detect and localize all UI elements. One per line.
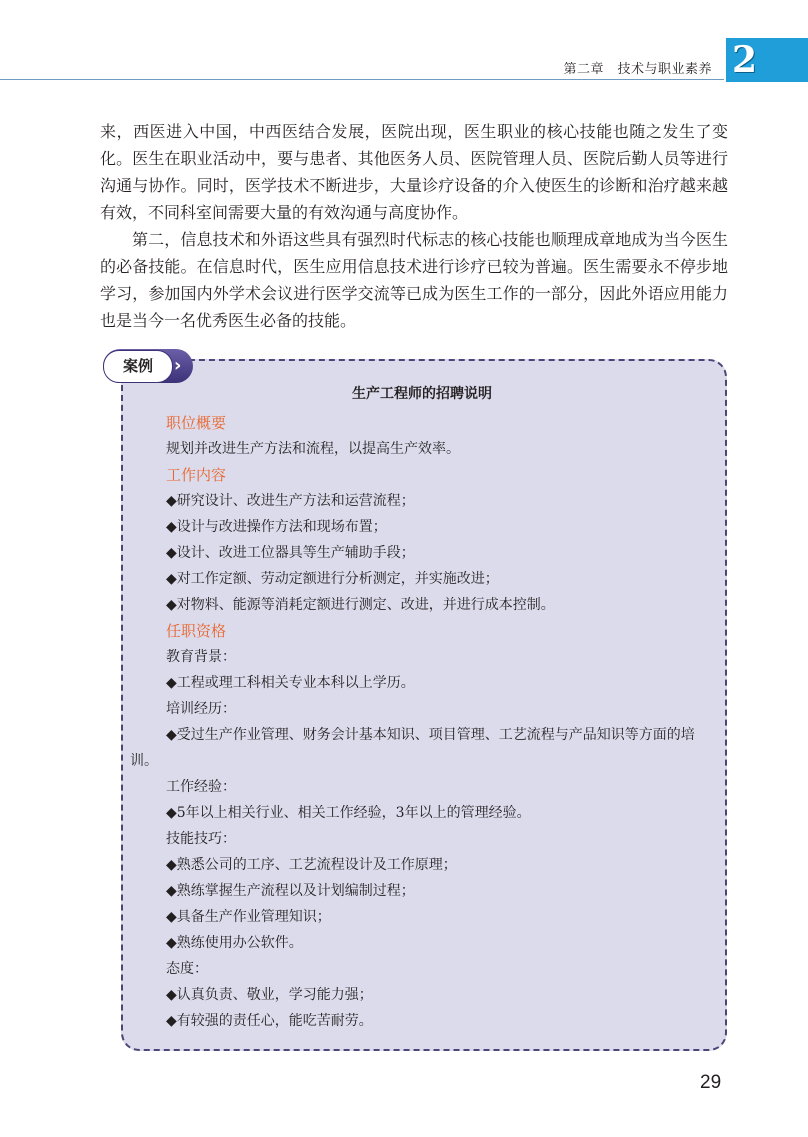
- page-number: 29: [700, 1072, 722, 1093]
- case-line: ◆设计、改进工位器具等生产辅助手段；: [166, 545, 415, 561]
- case-line: ◆认真负责、敬业，学习能力强；: [166, 987, 373, 1003]
- body-paragraph: 第二，信息技术和外语这些具有强烈时代标志的核心技能也顺理成章地成为当今医生的必备技能。在信息时代，医生应用信息技术进行诊疗已较为普遍。医生需要永不停步地学习，参加国内外学术会议进行医学交流等已成为医生工作的一部分，因此外语应用能力也是当今一名优秀医生必备的技能。: [100, 230, 728, 330]
- body-paragraph: 来，西医进入中国，中西医结合发展，医院出现，医生职业的核心技能也随之发生了变化。医生在职业活动中，要与患者、其他医务人员、医院管理人员、医院后勤人员等进行沟通与协作。同时，医学技术不断进步，大量诊疗设备的介入使医生的诊断和治疗越来越有效，不同科室间需要大量的有效沟通与高度协作。: [100, 122, 728, 222]
- case-line: 培训经历：: [166, 701, 236, 717]
- case-line: ◆对工作定额、劳动定额进行分析测定，并实施改进；: [166, 571, 499, 587]
- case-line: ◆设计与改进操作方法和现场布置；: [166, 519, 387, 535]
- case-line: ◆受过生产作业管理、财务会计基本知识、项目管理、工艺流程与产品知识等方面的培训。: [130, 727, 695, 769]
- case-line: ◆熟练掌握生产流程以及计划编制过程；: [166, 883, 415, 899]
- case-line: 态度：: [166, 961, 208, 977]
- case-section-heading: 任职资格: [166, 622, 227, 640]
- case-line: ◆有较强的责任心，能吃苦耐劳。: [166, 1013, 373, 1029]
- case-title: 生产工程师的招聘说明: [352, 386, 492, 402]
- case-line: 技能技巧：: [166, 831, 236, 847]
- chevron-right-icon: ›: [174, 355, 182, 376]
- case-line: ◆熟悉公司的工序、工艺流程设计及工作原理；: [166, 857, 457, 873]
- header-rule: [0, 79, 724, 80]
- case-line: ◆5年以上相关行业、相关工作经验，3年以上的管理经验。: [166, 805, 531, 821]
- case-line: 教育背景：: [166, 649, 236, 665]
- case-line: ◆具备生产作业管理知识；: [166, 909, 331, 925]
- case-line: 规划并改进生产方法和流程，以提高生产效率。: [166, 441, 460, 457]
- case-line: ◆工程或理工科相关专业本科以上学历。: [166, 675, 415, 691]
- case-content: [130, 410, 715, 1034]
- case-tab-label: 案例: [103, 350, 173, 383]
- case-line: ◆研究设计、改进生产方法和运营流程；: [166, 493, 415, 509]
- chapter-title: 第二章 技术与职业素养: [563, 62, 712, 77]
- case-line: 工作经验：: [166, 779, 236, 795]
- case-line: ◆熟练使用办公软件。: [166, 935, 303, 951]
- chapter-number: 2: [732, 39, 758, 81]
- case-section-heading: 工作内容: [166, 466, 227, 484]
- case-line: ◆对物料、能源等消耗定额进行测定、改进，并进行成本控制。: [166, 597, 555, 613]
- case-section-heading: 职位概要: [166, 414, 227, 432]
